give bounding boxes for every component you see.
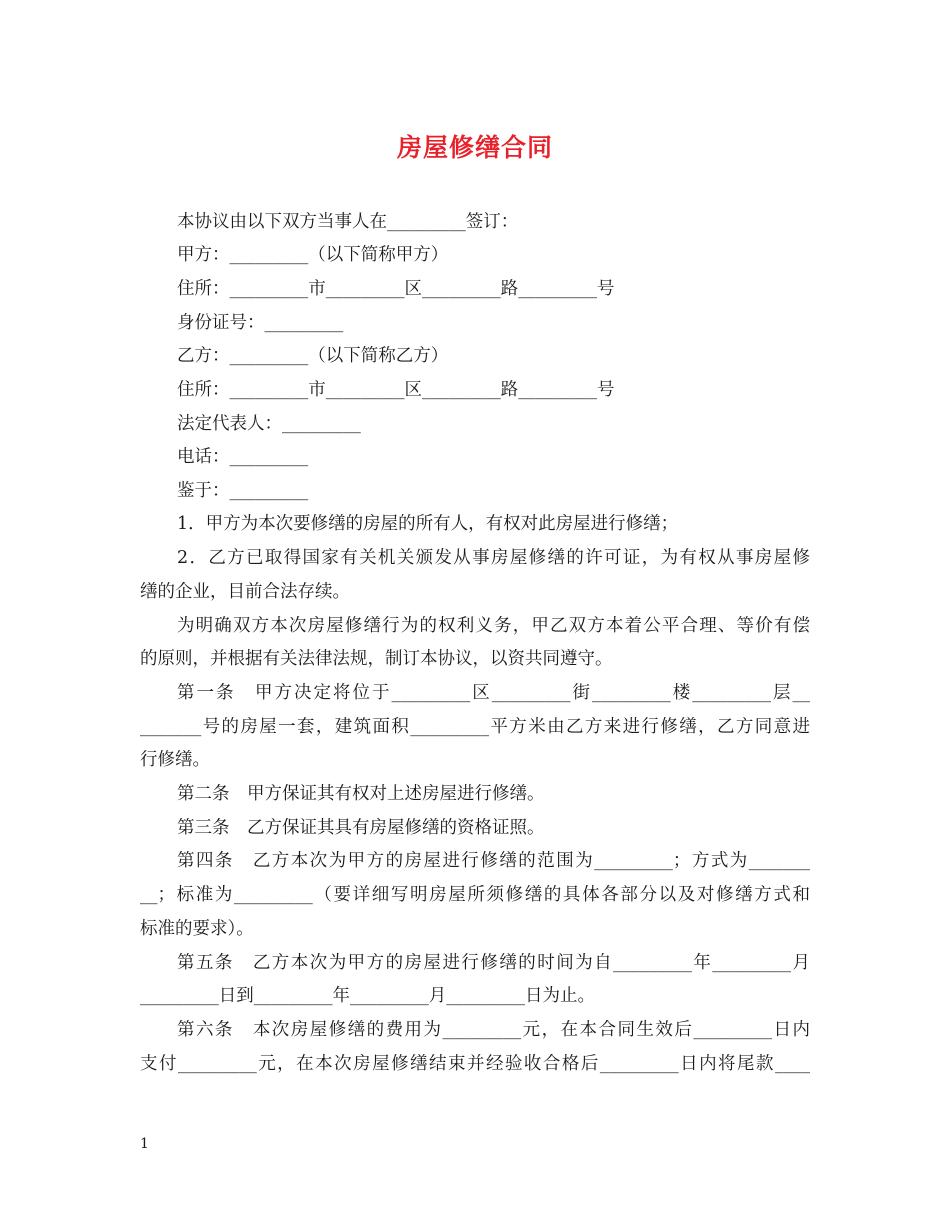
paragraph-line: 电话：_________ — [177, 447, 309, 467]
paragraph-line: 鉴于：_________ — [177, 481, 309, 501]
document-title: 房屋修缮合同 — [396, 133, 553, 162]
paragraph-line: _______号的房屋一套，建筑面积_________平方米由乙方来进行修缮，乙方同意进 — [140, 717, 810, 737]
paragraph-line: 第六条 本次房屋修缮的费用为_________元，在本合同生效后_________日内 — [177, 1020, 810, 1040]
paragraph-line: 标准的要求）。 — [140, 919, 254, 939]
paragraph-line: _________日到_________年_________月_________日为止。 — [140, 986, 595, 1006]
paragraph-line: 甲方：_________（以下简称甲方） — [177, 245, 449, 265]
paragraph-line: 身份证号：_________ — [177, 313, 344, 333]
paragraph-line: 住所：_________市_________区_________路_________号 — [177, 380, 615, 400]
paragraph-line: 住所：_________市_________区_________路_________号 — [177, 279, 615, 299]
paragraph-line: 第三条 乙方保证其具有房屋修缮的资格证照。 — [177, 818, 545, 838]
paragraph-line: 本协议由以下双方当事人在_________签订： — [177, 212, 519, 232]
paragraph-line: 缮的企业，目前合法存续。 — [140, 582, 350, 602]
paragraph-line: 乙方：_________（以下简称乙方） — [177, 346, 449, 366]
paragraph-line: 法定代表人：_________ — [177, 414, 361, 434]
paragraph-line: 第一条 甲方决定将位于_________区_________街_________楼_________层__ — [177, 683, 810, 703]
paragraph-line: 第二条 甲方保证其有权对上述房屋进行修缮。 — [177, 784, 545, 804]
paragraph-line: 1．甲方为本次要修缮的房屋的所有人，有权对此房屋进行修缮； — [177, 514, 679, 534]
paragraph-line: 2．乙方已取得国家有关机关颁发从事房屋修缮的许可证，为有权从事房屋修 — [177, 548, 810, 568]
paragraph-line: 第四条 乙方本次为甲方的房屋进行修缮的范围为_________；方式为_______ — [177, 851, 810, 871]
paragraph-line: 支付_________元，在本次房屋修缮结束并经验收合格后_________日内将尾款____ — [140, 1054, 810, 1074]
paragraph-line: 的原则，并根据有关法律法规，制订本协议，以资共同遵守。 — [140, 649, 613, 669]
paragraph-line: __；标准为_________（要详细写明房屋所须修缮的具体各部分以及对修缮方式和 — [140, 885, 810, 905]
paragraph-line: 为明确双方本次房屋修缮行为的权利义务，甲乙双方本着公平合理、等价有偿 — [177, 616, 810, 636]
paragraph-line: 第五条 乙方本次为甲方的房屋进行修缮的时间为自_________年_________月 — [177, 953, 810, 973]
paragraph-line: 行修缮。 — [140, 750, 210, 770]
page-number: 1 — [140, 1136, 149, 1152]
